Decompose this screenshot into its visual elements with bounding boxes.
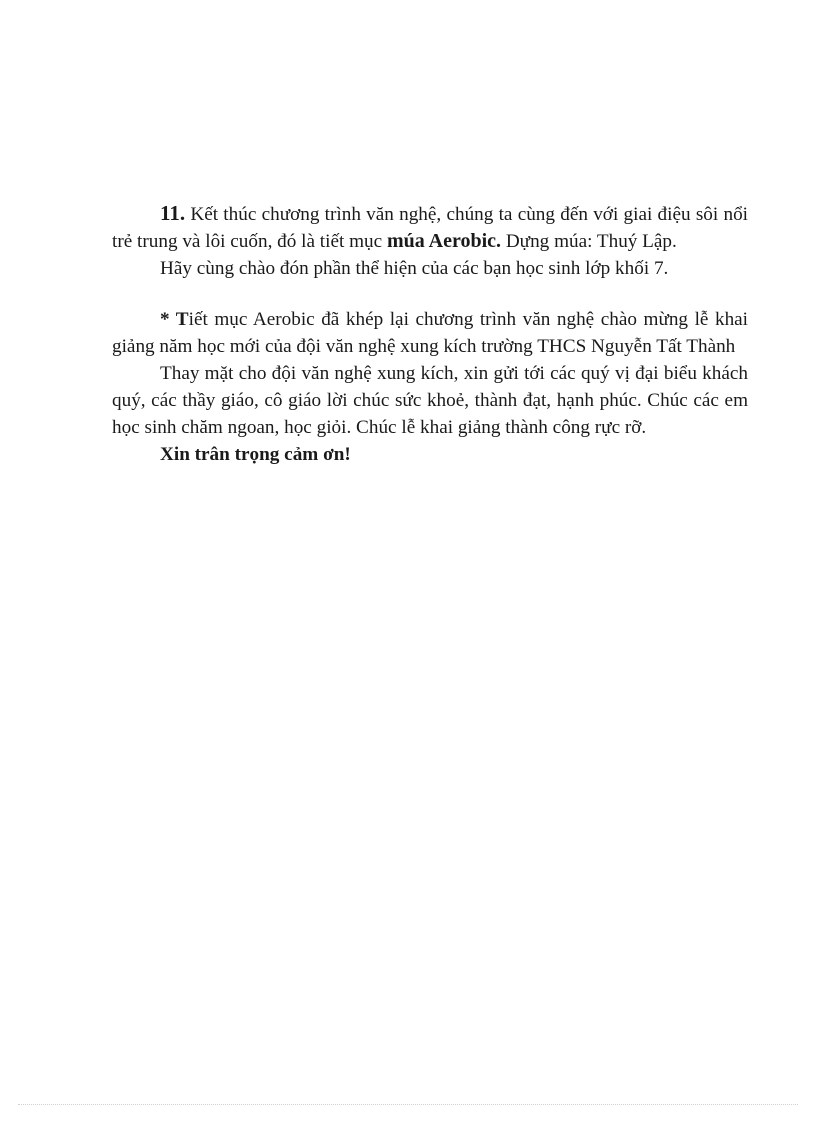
item-11-text-b: Dựng múa: Thuý Lập. (501, 231, 677, 252)
thanks-line: Xin trân trọng cảm ơn! (160, 444, 351, 465)
item-11-highlight: múa Aerobic. (386, 230, 502, 252)
item-11-paragraph (112, 200, 748, 255)
page-bottom-rule (18, 1104, 798, 1105)
document-body (112, 200, 748, 468)
item-number: 11. (160, 201, 186, 225)
closing-paragraph (112, 306, 748, 360)
closing-text: iết mục Aerobic đã khép lại chương trình văn nghệ chào mừng lễ khai giảng năm học mới của đội văn nghệ xung kích trường THCS Nguyễn Tất Thành (112, 309, 749, 357)
item-11-text-a: Kết thúc chương trình văn nghệ, chúng ta cùng đến với giai điệu sôi nổi trẻ trung và lôi cuốn, đó là tiết mục (112, 204, 748, 252)
paragraph-gap (112, 282, 748, 306)
closing-marker: * T (160, 309, 189, 330)
welcome-paragraph: Hãy cùng chào đón phần thể hiện của các bạn học sinh lớp khối 7. (160, 258, 669, 279)
wishes-paragraph: Thay mặt cho đội văn nghệ xung kích, xin gửi tới các quý vị đại biểu khách quý, các thầy giáo, cô giáo lời chúc sức khoẻ, thành đạt, hạnh phúc. Chúc các em học sinh chăm ngoan, học giỏi. Chúc lễ khai giảng thành công rực rỡ. (112, 363, 748, 438)
